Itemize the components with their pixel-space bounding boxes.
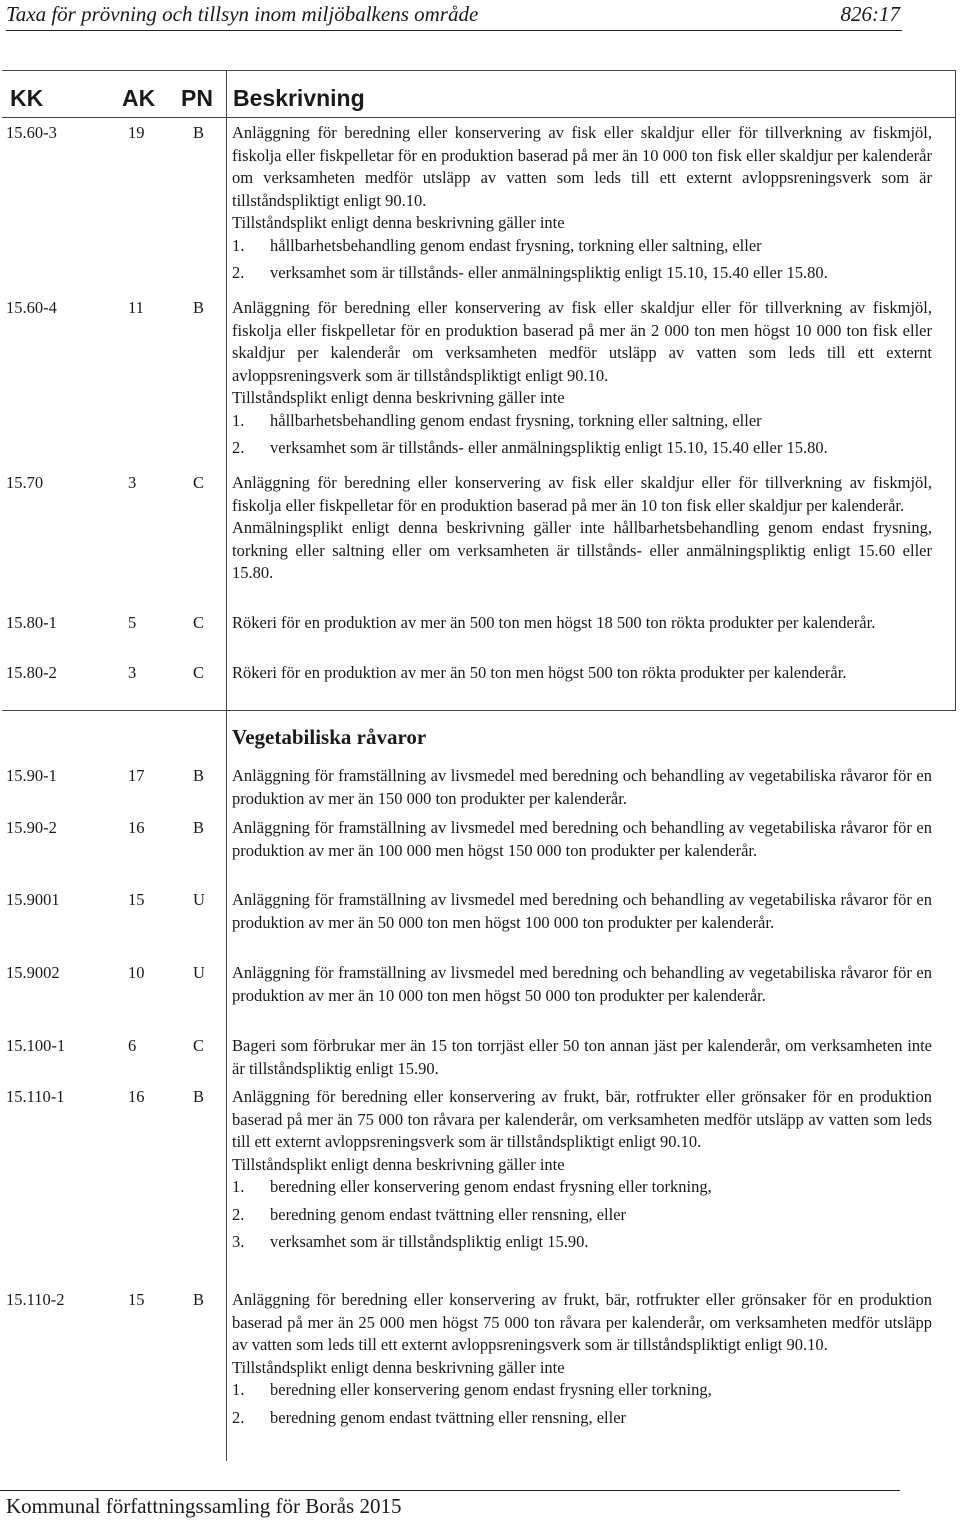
description-note: Tillståndsplikt enligt denna beskrivning gäller inte <box>232 388 565 407</box>
exception-item <box>232 410 932 433</box>
row-code: 15.9002 <box>6 963 60 982</box>
row-permit-level: C <box>193 663 205 682</box>
row-permit-level: B <box>193 1290 205 1309</box>
item-text: beredning eller konservering genom endast frysning eller torkning, <box>270 1177 712 1196</box>
row-description <box>232 612 932 635</box>
exception-item <box>232 235 932 258</box>
row-tax-class: 3 <box>128 663 137 682</box>
description-text: Bageri som förbrukar mer än 15 ton torrjäst eller 50 ton annan jäst per kalenderår, om verksamheten inte är tillståndspliktig enligt 15.90. <box>232 1036 932 1078</box>
row-tax-class: 10 <box>128 963 145 982</box>
footer-rule <box>0 1490 900 1491</box>
row-description <box>232 889 932 934</box>
row-description <box>232 472 932 585</box>
section-title: Vegetabiliska råvaror <box>232 725 427 749</box>
item-text: verksamhet som är tillståndspliktig enligt 15.90. <box>270 1232 589 1251</box>
row-tax-class: 16 <box>128 818 145 837</box>
row-permit-level: U <box>193 890 205 909</box>
description-text: Anläggning för framställning av livsmedel med beredning och behandling av vegetabiliska råvaror för en produktion av mer än 100 000 men högst 150 000 ton produkter per kalenderår. <box>232 818 932 860</box>
row-permit-level: U <box>193 963 205 982</box>
description-note: Anmälningsplikt enligt denna beskrivning gäller inte hållbarhetsbehandling genom endast frysning, torkning eller saltning eller om verksamheten är tillstånds- eller anmälningspliktig enligt 15.60 eller 15.80. <box>232 518 932 582</box>
row-tax-class: 15 <box>128 890 145 909</box>
row-permit-level: C <box>193 473 205 492</box>
row-description <box>232 1289 932 1434</box>
row-code: 15.60-3 <box>6 123 57 142</box>
row-tax-class: 15 <box>128 1290 145 1309</box>
item-number: 1. <box>232 1177 245 1196</box>
row-code: 15.110-2 <box>6 1290 65 1309</box>
description-text: Rökeri för en produktion av mer än 50 ton men högst 500 ton rökta produkter per kalenderår. <box>232 663 847 682</box>
exception-item <box>232 1204 932 1227</box>
row-permit-level: B <box>193 1087 205 1106</box>
row-description <box>232 1086 932 1259</box>
item-text: verksamhet som är tillstånds- eller anmälningspliktig enligt 15.10, 15.40 eller 15.80. <box>270 438 828 457</box>
item-text: hållbarhetsbehandling genom endast frysning, torkning eller saltning, eller <box>270 235 762 255</box>
row-description <box>232 297 932 465</box>
description-text: Anläggning för framställning av livsmedel med beredning och behandling av vegetabiliska råvaror för en produktion av mer än 150 000 ton produkter per kalenderår. <box>232 766 932 808</box>
row-tax-class: 16 <box>128 1087 145 1106</box>
page-number: 826:17 <box>840 2 900 26</box>
column-header-ak: AK <box>122 85 156 111</box>
row-description <box>232 765 932 810</box>
row-description <box>232 817 932 862</box>
row-code: 15.60-4 <box>6 298 57 317</box>
row-description <box>232 122 932 290</box>
description-note: Tillståndsplikt enligt denna beskrivning gäller inte <box>232 1154 565 1174</box>
document-title: Taxa för prövning och tillsyn inom miljöbalkens område <box>6 2 479 26</box>
row-permit-level: B <box>193 766 205 785</box>
exception-item <box>232 1231 932 1254</box>
row-permit-level: C <box>193 613 205 632</box>
header-divider <box>2 117 956 118</box>
exception-item <box>232 1407 932 1430</box>
row-permit-level: B <box>193 298 205 317</box>
column-header-kk: KK <box>10 85 44 111</box>
row-description <box>232 662 932 685</box>
item-number: 2. <box>232 438 245 457</box>
section-divider <box>2 710 956 711</box>
row-code: 15.70 <box>6 473 44 492</box>
exception-item <box>232 262 932 285</box>
page-header <box>6 0 902 31</box>
row-code: 15.90-1 <box>6 766 57 785</box>
item-text: hållbarhetsbehandling genom endast frysning, torkning eller saltning, eller <box>270 410 762 430</box>
row-description <box>232 1035 932 1080</box>
item-text: verksamhet som är tillstånds- eller anmälningspliktig enligt 15.10, 15.40 eller 15.80. <box>270 263 828 282</box>
description-note: Tillståndsplikt enligt denna beskrivning gäller inte <box>232 1357 565 1377</box>
footer-text: Kommunal författningssamling för Borås 2015 <box>6 1494 402 1518</box>
row-permit-level: C <box>193 1036 205 1055</box>
description-text: Anläggning för beredning eller konservering av fisk eller skaldjur eller för tillverkning av fiskmjöl, fiskolja eller fiskpelletar för en produktion baserad på mer än 10 000 ton fisk eller skaldjur per kalenderår om verksamheten medför utsläpp av vatten som leds till ett externt avloppsreningsverk som är tillståndspliktigt enligt 90.10. <box>232 123 932 210</box>
exception-list <box>232 1176 932 1254</box>
row-description <box>232 962 932 1007</box>
item-number: 2. <box>232 1407 245 1427</box>
description-text: Anläggning för beredning eller konservering av fisk eller skaldjur eller för tillverkning av fiskmjöl, fiskolja eller fiskpelletar för en produktion baserad på mer än 2 000 ton men högst 10 000 ton fisk eller skaldjur per kalenderår om verksamheten medför utsläpp av vatten som leds till ett externt avloppsreningsverk som är tillståndspliktigt enligt 90.10. <box>232 298 932 385</box>
column-header-pn: PN <box>181 85 213 111</box>
row-code: 15.80-2 <box>6 663 57 682</box>
exception-item <box>232 1176 932 1199</box>
exception-list <box>232 1379 932 1429</box>
exception-list <box>232 410 932 460</box>
item-number: 1. <box>232 410 245 430</box>
row-tax-class: 3 <box>128 473 137 492</box>
row-tax-class: 19 <box>128 123 145 142</box>
description-text: Rökeri för en produktion av mer än 500 ton men högst 18 500 ton rökta produkter per kalenderår. <box>232 613 876 632</box>
row-permit-level: B <box>193 123 205 142</box>
row-code: 15.9001 <box>6 890 60 909</box>
exception-item <box>232 1379 932 1402</box>
row-permit-level: B <box>193 818 205 837</box>
item-text: beredning genom endast tvättning eller rensning, eller <box>270 1407 627 1427</box>
row-tax-class: 11 <box>128 298 144 317</box>
row-code: 15.110-1 <box>6 1087 65 1106</box>
item-text: beredning eller konservering genom endast frysning eller torkning, <box>270 1380 712 1399</box>
description-text: Anläggning för framställning av livsmedel med beredning och behandling av vegetabiliska råvaror för en produktion av mer än 50 000 ton men högst 100 000 ton produkter per kalenderår. <box>232 890 932 932</box>
row-code: 15.80-1 <box>6 613 57 632</box>
row-code: 15.90-2 <box>6 818 57 837</box>
row-code: 15.100-1 <box>6 1036 66 1055</box>
row-tax-class: 17 <box>128 766 145 785</box>
table-header <box>2 71 956 119</box>
exception-list <box>232 235 932 285</box>
item-number: 1. <box>232 1380 245 1399</box>
description-text: Anläggning för framställning av livsmedel med beredning och behandling av vegetabiliska råvaror för en produktion av mer än 10 000 ton men högst 50 000 ton produkter per kalenderår. <box>232 963 932 1005</box>
description-text: Anläggning för beredning eller konservering av frukt, bär, rotfrukter eller grönsaker för en produktion baserad på mer än 25 000 men högst 75 000 ton råvara per kalenderår, om verksamheten medför utsläpp av vatten som leds till ett externt avloppsreningsverk som är tillståndspliktigt enligt 90.10. <box>232 1290 932 1354</box>
row-tax-class: 6 <box>128 1036 137 1055</box>
description-text: Anläggning för beredning eller konservering av frukt, bär, rotfrukter eller grönsaker för en produktion baserad på mer än 75 000 ton råvara per kalenderår, om verksamheten medför utsläpp av vatten som leds till ett externt avloppsreningsverk som är tillståndspliktigt enligt 90.10. <box>232 1087 932 1151</box>
item-number: 2. <box>232 1204 245 1224</box>
item-number: 2. <box>232 263 245 282</box>
column-header-description: Beskrivning <box>233 85 365 111</box>
description-note: Tillståndsplikt enligt denna beskrivning gäller inte <box>232 213 565 232</box>
item-number: 1. <box>232 235 245 255</box>
description-text: Anläggning för beredning eller konservering av fisk eller skaldjur eller för tillverkning av fiskmjöl, fiskolja eller fiskpelletar för en produktion baserad på mer än 10 ton fisk eller skaldjur per kalenderår. <box>232 473 932 515</box>
row-tax-class: 5 <box>128 613 137 632</box>
item-number: 3. <box>232 1232 245 1251</box>
exception-item <box>232 437 932 460</box>
item-text: beredning genom endast tvättning eller rensning, eller <box>270 1204 627 1224</box>
